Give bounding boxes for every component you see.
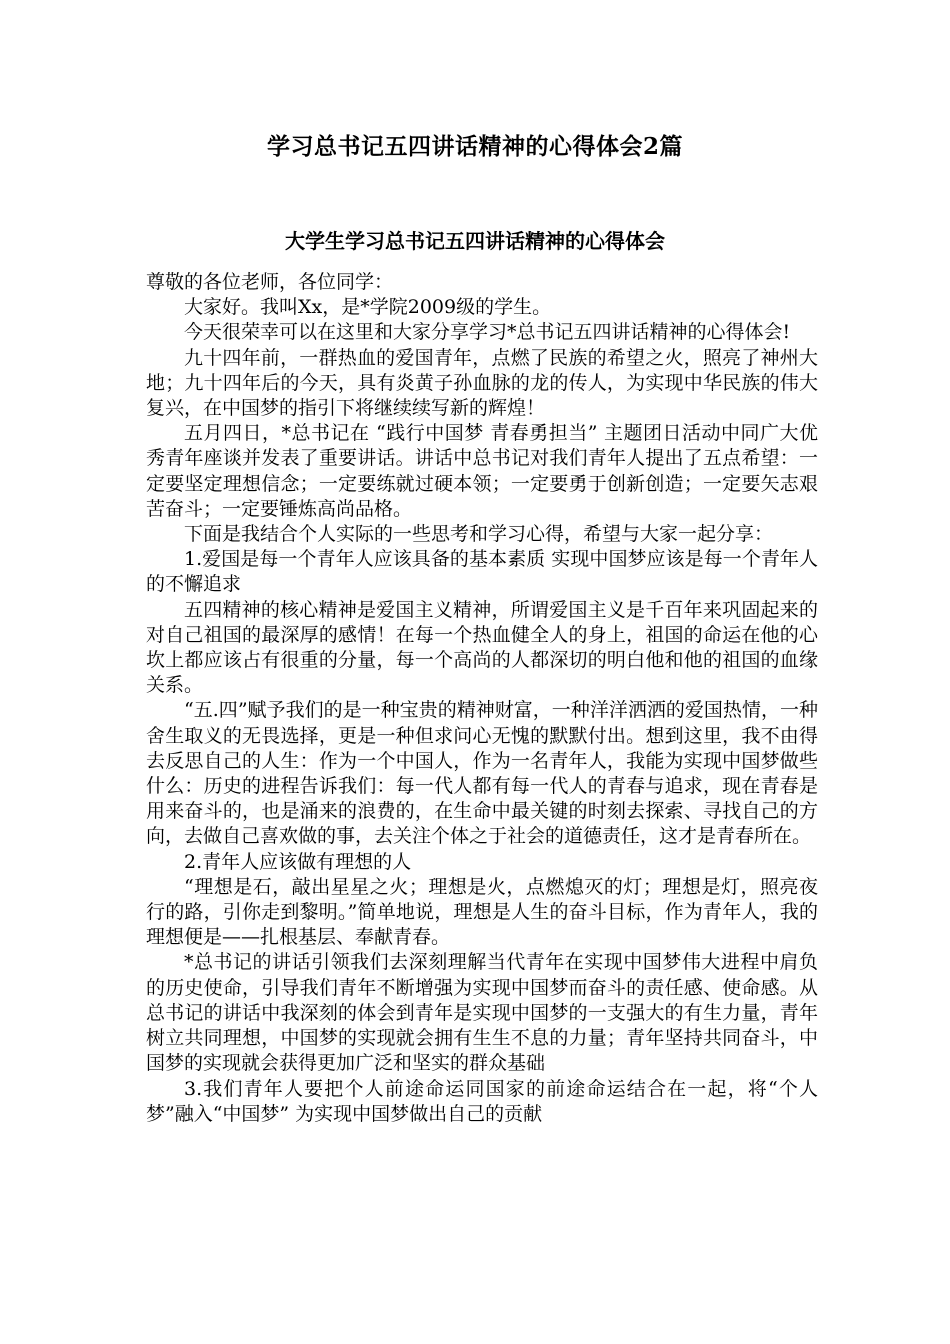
body-paragraph: “五.四”赋予我们的是一种宝贵的精神财富，一种洋洋洒洒的爱国热情，一种舍生取义的无畏选择，更是一种但求问心无愧的默默付出。想到这里，我不由得去反思自己的人生：作为一个中国人，作为一名青年人，我能为实现中国梦做些什么：历史的进程告诉我们：每一代人都有每一代人的青春与追求，现在青春是用来奋斗的，也是涌来的浪费的，在生命中最关键的时刻去探索、寻找自己的方向，去做自己喜欢做的事，去关注个体之于社会的道德责任，这才是青春所在。 <box>146 699 818 848</box>
salutation-paragraph: 尊敬的各位老师，各位同学： <box>146 271 394 293</box>
section-heading: 3.我们青年人要把个人前途命运同国家的前途命运结合在一起，将“个人梦”融入“中国梦” 为实现中国梦做出自己的贡献 <box>146 1077 818 1125</box>
section-heading: 2.青年人应该做有理想的人 <box>184 850 412 873</box>
body-paragraph: “理想是石，敲出星星之火；理想是火，点燃熄灭的灯；理想是灯，照亮夜行的路，引你走到黎明。”简单地说，理想是人生的奋斗目标，作为青年人，我的理想便是——扎根基层、奉献青春。 <box>146 875 818 949</box>
document-subtitle: 大学生学习总书记五四讲话精神的心得体会 <box>285 229 665 253</box>
document-body <box>146 270 818 1127</box>
body-paragraph: 下面是我结合个人实际的一些思考和学习心得，希望与大家一起分享： <box>184 523 774 546</box>
body-paragraph: *总书记的讲话引领我们去深刻理解当代青年在实现中国梦伟大进程中肩负的历史使命，引导我们青年不断增强为实现中国梦而奋斗的责任感、使命感。从总书记的讲话中我深刻的体会到青年是实现中国梦的一支强大的有生力量，青年树立共同理想，中国梦的实现就会拥有生生不息的力量；青年坚持共同奋斗，中国梦的实现就会获得更加广泛和坚实的群众基础 <box>146 951 818 1075</box>
document-title: 学习总书记五四讲话精神的心得体会2篇 <box>266 133 683 160</box>
body-paragraph: 九十四年前，一群热血的爱国青年，点燃了民族的希望之火，照亮了神州大地；九十四年后的今天，具有炎黄子孙血脉的龙的传人，为实现中华民族的伟大复兴，在中国梦的指引下将继续续写新的辉煌！ <box>146 346 818 420</box>
body-paragraph: 五月四日，*总书记在 “践行中国梦 青春勇担当” 主题团日活动中同广大优秀青年座谈并发表了重要讲话。讲话中总书记对我们青年人提出了五点希望：一定要坚定理想信念；一定要练就过硬本领；一定要勇于创新创造；一定要矢志艰苦奋斗；一定要锤炼高尚品格。 <box>146 422 818 520</box>
section-heading: 1.爱国是每一个青年人应该具备的基本素质 实现中国梦应该是每一个青年人的不懈追求 <box>146 548 818 596</box>
body-paragraph: 大家好。我叫Xx，是*学院2009级的学生。 <box>184 296 552 319</box>
body-paragraph: 五四精神的核心精神是爱国主义精神，所谓爱国主义是千百年来巩固起来的对自己祖国的最深厚的感情！在每一个热血健全人的身上，祖国的命运在他的心坎上都应该占有很重的分量，每一个高尚的人都深切的明白他和他的祖国的血缘关系。 <box>146 598 818 697</box>
body-paragraph: 今天很荣幸可以在这里和大家分享学习*总书记五四讲话精神的心得体会! <box>184 321 791 344</box>
